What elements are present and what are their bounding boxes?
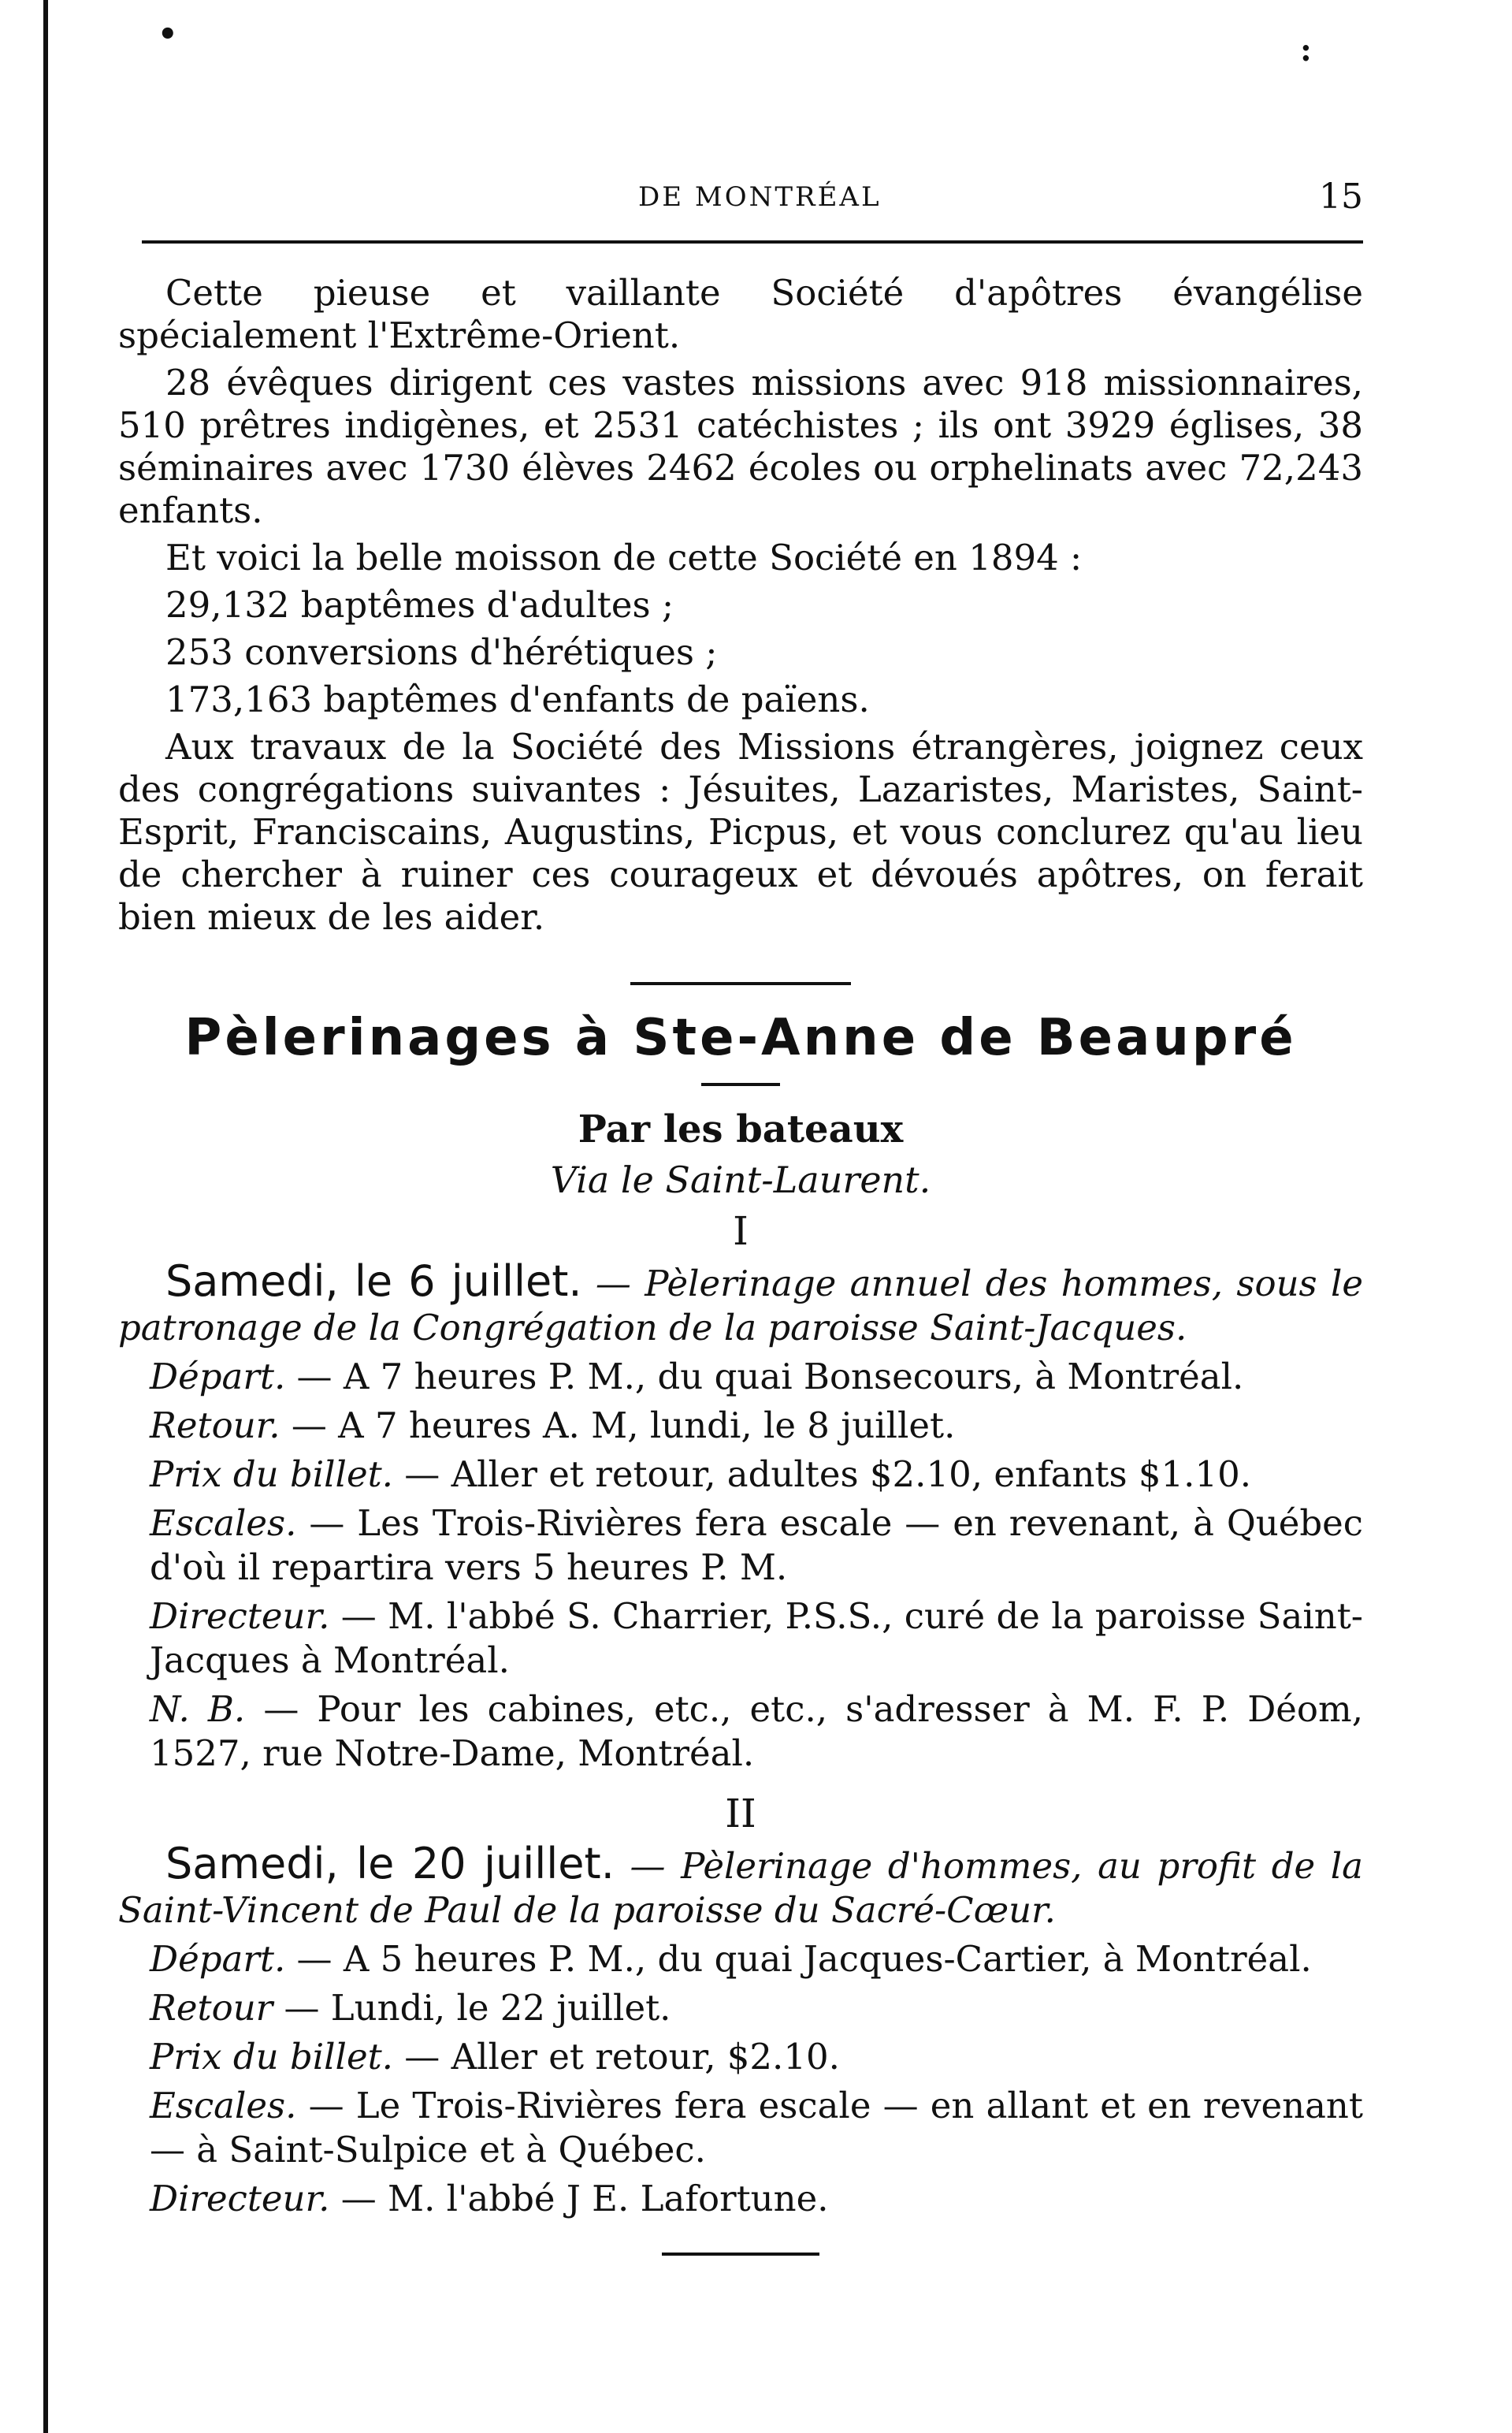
entry-detail-line xyxy=(118,2035,1363,2079)
section-subtitle: Par les bateaux xyxy=(578,1107,904,1151)
detail-key: Escales. xyxy=(150,1502,297,1544)
entry-description: — Pèlerinage d'hommes, au profit de la Saint-Vincent de Paul de la paroisse du Sacré-Cœur. xyxy=(118,1845,1363,1931)
stat-line: 253 conversions d'hérétiques ; xyxy=(165,631,718,673)
detail-value: — Le Trois-Rivières fera escale — en allant et en revenant — à Saint-Sulpice et à Québec. xyxy=(150,2085,1363,2171)
intro-paragraph-4: Aux travaux de la Société des Missions étrangères, joignez ceux des congrégations suivantes : Jésuites, Lazaristes, Maristes, Saint-Esprit, Franciscains, Augustins, Picpus, et vous conclurez qu'au lieu de chercher à ruiner ces courageux et dévoués apôtres, on ferait bien mieux de les aider. xyxy=(118,726,1363,938)
page-number: 15 xyxy=(1319,177,1363,217)
entry-detail-line xyxy=(118,1594,1363,1683)
detail-key: Directeur. xyxy=(150,2178,330,2219)
stat-line: 173,163 baptêmes d'enfants de païens. xyxy=(165,679,870,720)
detail-value: — A 7 heures A. M, lundi, le 8 juillet. xyxy=(280,1404,956,1446)
page-header xyxy=(118,177,1363,229)
entry-intro xyxy=(118,1839,1363,1933)
entry-detail-line xyxy=(118,2084,1363,2172)
left-margin-rule xyxy=(43,0,48,2433)
title-separator xyxy=(701,1083,780,1086)
detail-value: — M. l'abbé S. Charrier, P.S.S., curé de la paroisse Saint-Jacques à Montréal. xyxy=(150,1595,1363,1681)
pilgrimage-entry-1 xyxy=(118,1209,1363,1776)
margin-mark-right: : xyxy=(1300,32,1312,69)
pilgrimage-entry-2 xyxy=(118,1791,1363,2221)
intro-paragraph-1: Cette pieuse et vaillante Société d'apôtres évangélise spécialement l'Extrême-Orient. xyxy=(118,272,1363,356)
entry-detail-line xyxy=(118,2177,1363,2221)
entry-detail-line xyxy=(118,1501,1363,1590)
entry-detail-line xyxy=(118,1986,1363,2030)
detail-key: Directeur. xyxy=(150,1595,330,1637)
intro-paragraph-3: Et voici la belle moisson de cette Société en 1894 : xyxy=(165,537,1083,578)
entry-detail-line xyxy=(118,1453,1363,1497)
section-separator xyxy=(630,982,851,985)
detail-key: N. B. xyxy=(150,1688,246,1730)
detail-key: Retour. xyxy=(150,1404,280,1446)
entry-date: Samedi, le 6 juillet. xyxy=(165,1256,582,1306)
stat-line: 29,132 baptêmes d'adultes ; xyxy=(165,584,674,626)
entry-detail-line xyxy=(118,1687,1363,1776)
detail-value: — A 5 heures P. M., du quai Jacques-Cartier, à Montréal. xyxy=(285,1938,1312,1980)
detail-value: — A 7 heures P. M., du quai Bonsecours, à Montréal. xyxy=(285,1356,1244,1397)
detail-key: Retour xyxy=(150,1987,273,2029)
detail-value: — Aller et retour, $2.10. xyxy=(392,2036,840,2078)
detail-key: Escales. xyxy=(150,2085,297,2126)
entry-intro xyxy=(118,1256,1364,1350)
entry-detail-line xyxy=(118,1355,1363,1399)
entry-detail-line xyxy=(118,1404,1363,1448)
detail-key: Départ. xyxy=(150,1938,286,1980)
section-via: Via le Saint-Laurent. xyxy=(550,1159,931,1201)
detail-value: — Pour les cabines, etc., etc., s'adresser à M. F. P. Déom, 1527, rue Notre-Dame, Montréal. xyxy=(150,1688,1364,1774)
intro-paragraph-2: 28 évêques dirigent ces vastes missions avec 918 missionnaires, 510 prêtres indigènes, et 2531 catéchistes ; ils ont 3929 églises, 38 séminaires avec 1730 élèves 2462 écoles ou orphelinats avec 72,243 enfants. xyxy=(118,362,1363,531)
entry-detail-line xyxy=(118,1937,1363,1981)
margin-mark-left: • xyxy=(158,16,178,53)
entry-numeral: I xyxy=(733,1208,749,1254)
end-separator xyxy=(662,2253,819,2256)
detail-key: Prix du billet. xyxy=(150,2036,393,2078)
header-rule xyxy=(142,240,1363,244)
section-title: Pèlerinages à Ste-Anne de Beaupré xyxy=(184,1009,1297,1067)
detail-value: — Aller et retour, adultes $2.10, enfants $1.10. xyxy=(392,1453,1252,1495)
entry-date: Samedi, le 20 juillet. xyxy=(165,1839,615,1888)
page-body xyxy=(118,272,1363,2256)
running-head: DE MONTRÉAL xyxy=(638,181,882,213)
detail-value: — Les Trois-Rivières fera escale — en revenant, à Québec d'où il repartira vers 5 heures P. M. xyxy=(150,1502,1363,1588)
detail-value: — Lundi, le 22 juillet. xyxy=(273,1987,671,2029)
entry-numeral: II xyxy=(725,1791,756,1836)
detail-value: — M. l'abbé J E. Lafortune. xyxy=(329,2178,829,2219)
detail-key: Départ. xyxy=(150,1356,286,1397)
detail-key: Prix du billet. xyxy=(150,1453,393,1495)
entry-description: — Pèlerinage annuel des hommes, sous le patronage de la Congrégation de la paroisse Saint-Jacques. xyxy=(118,1263,1364,1349)
